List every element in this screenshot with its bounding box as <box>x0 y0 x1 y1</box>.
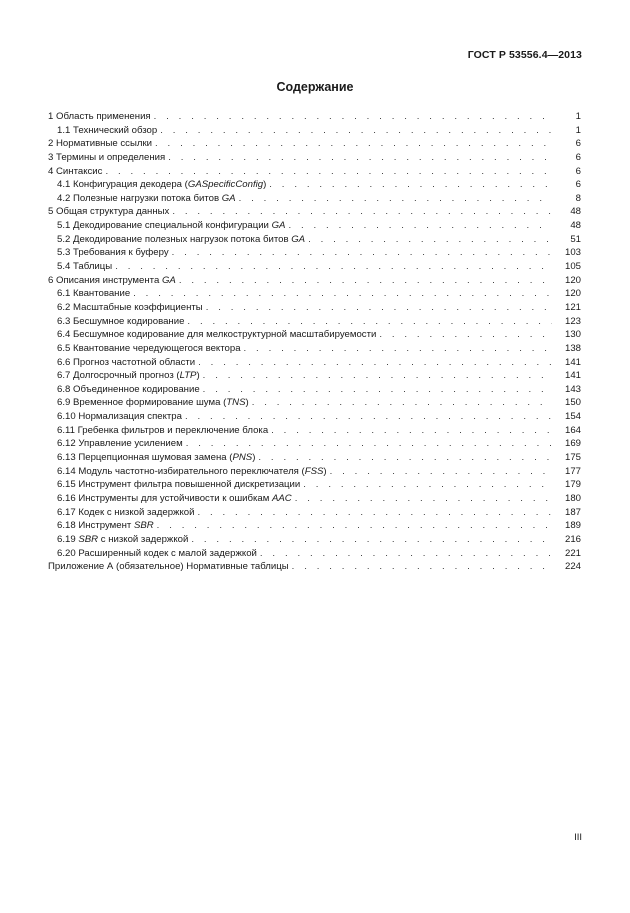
toc-entry-title-suffix: ) <box>252 452 256 464</box>
toc-entry-page: 51 <box>570 233 581 245</box>
toc-entry-title-text: 2 Нормативные ссылки <box>48 138 153 150</box>
toc-entry-title <box>57 178 266 192</box>
toc-entry-title-suffix: ) <box>196 370 200 382</box>
toc-entry-title <box>57 356 195 370</box>
toc-dot-leader <box>179 274 552 288</box>
toc-entry-page: 189 <box>564 520 581 532</box>
toc-entry-title-text: 6.15 Инструмент фильтра повышенной дискретизации <box>57 479 301 491</box>
toc-entry[interactable] <box>48 151 581 165</box>
toc-entry-title-suffix: ) <box>245 397 249 409</box>
toc-entry-title-text: 6.14 Модуль частотно-избирательного переключателя ( <box>57 465 305 477</box>
toc-entry-title <box>48 110 151 124</box>
toc-entry-title-text: 4.1 Конфигурация декодера ( <box>57 179 188 191</box>
toc-entry-title-text: 6.19 <box>57 533 79 545</box>
toc-entry-title-suffix: ) <box>263 179 267 191</box>
toc-entry[interactable] <box>48 437 581 451</box>
toc-entry-title-text: 6.4 Бесшумное кодирование для мелкоструктурной масштабируемости <box>57 329 377 341</box>
toc-entry-page: 6 <box>575 138 581 150</box>
toc-entry-title-italic: GASpecificConfig <box>187 179 264 191</box>
toc-entry[interactable] <box>48 383 581 397</box>
toc-dot-leader <box>308 233 552 247</box>
toc-dot-leader <box>203 383 552 397</box>
toc-entry-title-text: 4.2 Полезные нагрузки потока битов <box>57 192 222 204</box>
toc-dot-leader <box>172 205 552 219</box>
toc-entry-page: 141 <box>564 356 581 368</box>
toc-entry-title-text: 6.5 Квантование чередующегося вектора <box>57 342 241 354</box>
toc-entry-title <box>57 410 182 424</box>
toc-entry-title-text: 3 Термины и определения <box>48 151 166 163</box>
toc-entry-title-text: 1 Область применения <box>48 111 151 122</box>
toc-entry[interactable] <box>48 369 581 383</box>
toc-entry-page: 103 <box>564 247 581 259</box>
toc-entry-title <box>57 451 255 465</box>
toc-entry-title-suffix: с низкой задержкой <box>98 533 189 545</box>
toc-entry-page: 105 <box>564 261 581 273</box>
toc-entry-title-text: 6.10 Нормализация спектра <box>57 411 182 423</box>
toc-entry-page: 143 <box>564 383 581 395</box>
toc-entry[interactable] <box>48 219 581 233</box>
toc-entry-title <box>57 396 249 410</box>
toc-entry[interactable] <box>48 233 581 247</box>
toc-entry-title-text: 1.1 Технический обзор <box>57 124 158 136</box>
toc-entry-title <box>48 274 176 288</box>
toc-entry[interactable] <box>48 287 581 301</box>
toc-dot-leader <box>303 478 552 492</box>
document-header-standard: ГОСТ Р 53556.4—2013 <box>467 49 582 61</box>
toc-entry-title-text: 6.12 Управление усилением <box>57 438 183 450</box>
toc-entry-title <box>57 287 130 301</box>
toc-entry-page: 6 <box>575 151 581 163</box>
toc-entry[interactable] <box>48 110 581 124</box>
toc-dot-leader <box>206 301 552 315</box>
toc-entry-title-text: 6.6 Прогноз частотной области <box>57 356 196 368</box>
toc-entry-page: 48 <box>570 220 581 232</box>
toc-entry-title <box>57 519 154 533</box>
toc-entry[interactable] <box>48 192 581 206</box>
toc-entry-title <box>57 465 327 479</box>
toc-dot-leader <box>133 287 552 301</box>
toc-entry[interactable] <box>48 274 581 288</box>
toc-entry-page: 121 <box>564 301 581 313</box>
toc-entry-title-text: 5 Общая структура данных <box>48 206 170 218</box>
toc-entry[interactable] <box>48 137 581 151</box>
toc-entry-title <box>48 560 289 574</box>
toc-entry-title <box>57 124 157 138</box>
toc-entry-title <box>57 328 376 342</box>
toc-entry-title-text: 5.2 Декодирование полезных нагрузок потока битов <box>57 233 292 245</box>
toc-dot-leader <box>185 410 552 424</box>
toc-entry-title-text: 6.16 Инструменты для устойчивости к ошибкам <box>57 492 272 504</box>
toc-entry-title <box>57 342 241 356</box>
toc-entry-title <box>57 492 292 506</box>
toc-dot-leader <box>379 328 552 342</box>
table-of-contents <box>48 110 581 574</box>
toc-entry-title <box>57 246 169 260</box>
toc-dot-leader <box>295 492 552 506</box>
toc-entry-title-text: 6 Описания инструмента <box>48 274 162 286</box>
toc-dot-leader <box>244 342 552 356</box>
toc-entry-page: 180 <box>564 492 581 504</box>
toc-entry-title <box>57 301 203 315</box>
toc-dot-leader <box>160 124 552 138</box>
toc-entry-title-italic: LTP <box>179 370 197 382</box>
toc-entry-title-italic: SBR <box>78 533 99 545</box>
toc-dot-leader <box>154 110 552 124</box>
toc-entry-page: 169 <box>564 438 581 450</box>
toc-entry-title-text: 4 Синтаксис <box>48 165 103 177</box>
toc-entry-page: 164 <box>564 424 581 436</box>
toc-entry-title <box>48 151 165 165</box>
toc-entry-title-text: 6.11 Гребенка фильтров и переключение блока <box>57 424 269 436</box>
toc-entry[interactable] <box>48 246 581 260</box>
toc-entry[interactable] <box>48 560 581 574</box>
toc-entry-title-text: Приложение А (обязательное) Нормативные таблицы <box>48 561 289 573</box>
toc-entry-page: 6 <box>575 165 581 177</box>
toc-entry-page: 8 <box>575 192 581 204</box>
toc-entry-title-italic: FSS <box>304 465 324 477</box>
toc-entry[interactable] <box>48 465 581 479</box>
toc-entry-page: 141 <box>564 370 581 382</box>
toc-entry[interactable] <box>48 260 581 274</box>
toc-dot-leader <box>155 137 552 151</box>
toc-entry[interactable] <box>48 533 581 547</box>
toc-entry[interactable] <box>48 424 581 438</box>
toc-entry-title-text: 6.7 Долгосрочный прогноз ( <box>57 370 180 382</box>
toc-entry-page: 216 <box>564 533 581 545</box>
toc-entry-title-text: 6.13 Перцепционная шумовая замена ( <box>57 452 233 464</box>
toc-entry-page: 221 <box>564 547 581 559</box>
toc-entry-page: 154 <box>564 411 581 423</box>
toc-entry-title-text: 6.2 Масштабные коэффициенты <box>57 301 203 313</box>
toc-dot-leader <box>271 424 552 438</box>
toc-entry-title-italic: GA <box>271 220 286 232</box>
toc-entry-title-text: 5.1 Декодирование специальной конфигурации <box>57 220 272 232</box>
toc-entry[interactable] <box>48 410 581 424</box>
toc-entry-title-italic: PNS <box>232 452 253 464</box>
toc-entry-page: 48 <box>570 206 581 218</box>
toc-entry-title-text: 5.3 Требования к буферу <box>57 247 169 259</box>
toc-entry[interactable] <box>48 165 581 179</box>
toc-entry-title-text: 6.9 Временное формирование шума ( <box>57 397 227 409</box>
toc-dot-leader <box>187 315 552 329</box>
toc-dot-leader <box>157 519 552 533</box>
toc-entry-title <box>57 437 183 451</box>
toc-dot-leader <box>198 356 552 370</box>
toc-dot-leader <box>115 260 552 274</box>
toc-entry-title <box>57 547 257 561</box>
toc-entry-page: 177 <box>564 465 581 477</box>
toc-entry-title <box>48 165 102 179</box>
toc-entry-page: 123 <box>564 315 581 327</box>
toc-dot-leader <box>292 560 552 574</box>
toc-entry[interactable] <box>48 506 581 520</box>
toc-dot-leader <box>105 165 552 179</box>
toc-entry-page: 179 <box>564 479 581 491</box>
toc-dot-leader <box>258 451 552 465</box>
toc-entry-title <box>57 478 300 492</box>
toc-entry[interactable] <box>48 478 581 492</box>
page-title: Содержание <box>276 80 354 94</box>
toc-dot-leader <box>288 219 552 233</box>
toc-entry-title <box>57 506 194 520</box>
toc-entry-title-text: 6.18 Инструмент <box>57 520 134 532</box>
toc-entry[interactable] <box>48 396 581 410</box>
toc-entry-page: 1 <box>575 111 581 122</box>
page-number: III <box>574 832 582 843</box>
toc-entry-page: 120 <box>564 288 581 300</box>
toc-entry-title <box>57 192 236 206</box>
toc-entry-page: 150 <box>564 397 581 409</box>
toc-entry-page: 1 <box>575 124 581 136</box>
toc-dot-leader <box>197 506 552 520</box>
toc-entry-title-text: 6.8 Объединенное кодирование <box>57 383 200 395</box>
toc-dot-leader <box>203 369 552 383</box>
toc-entry-page: 6 <box>575 179 581 191</box>
toc-entry-title-text: 6.1 Квантование <box>57 288 131 300</box>
toc-entry-title <box>57 260 112 274</box>
toc-entry-page: 130 <box>564 329 581 341</box>
toc-dot-leader <box>252 396 552 410</box>
toc-entry-title <box>48 205 169 219</box>
toc-entry[interactable] <box>48 547 581 561</box>
toc-dot-leader <box>191 533 552 547</box>
toc-entry-title <box>57 219 285 233</box>
toc-entry-page: 175 <box>564 452 581 464</box>
toc-entry[interactable] <box>48 178 581 192</box>
toc-entry[interactable] <box>48 205 581 219</box>
toc-entry-title-text: 6.17 Кодек с низкой задержкой <box>57 506 195 518</box>
toc-dot-leader <box>330 465 552 479</box>
toc-entry-title-italic: SBR <box>133 520 154 532</box>
toc-entry-title-text: 5.4 Таблицы <box>57 261 113 273</box>
toc-entry[interactable] <box>48 301 581 315</box>
toc-entry[interactable] <box>48 315 581 329</box>
toc-dot-leader <box>186 437 552 451</box>
toc-entry-title <box>48 137 152 151</box>
toc-entry-title-italic: TNS <box>226 397 246 409</box>
toc-entry-title-italic: GA <box>161 274 176 286</box>
toc-entry-title-suffix: ) <box>323 465 327 477</box>
toc-entry-title <box>57 383 200 397</box>
toc-entry-title-text: 6.3 Бесшумное кодирование <box>57 315 185 327</box>
toc-entry-title-italic: GA <box>221 192 236 204</box>
toc-entry[interactable] <box>48 451 581 465</box>
toc-entry[interactable] <box>48 328 581 342</box>
toc-entry-title <box>57 533 188 547</box>
toc-entry[interactable] <box>48 124 581 138</box>
toc-entry-title <box>57 424 268 438</box>
toc-entry-title-italic: GA <box>291 233 306 245</box>
toc-entry-page: 224 <box>564 561 581 573</box>
toc-entry-page: 138 <box>564 342 581 354</box>
toc-entry-title <box>57 369 200 383</box>
toc-entry[interactable] <box>48 342 581 356</box>
toc-entry-title <box>57 233 305 247</box>
toc-entry[interactable] <box>48 356 581 370</box>
toc-dot-leader <box>172 246 552 260</box>
toc-entry-page: 187 <box>564 506 581 518</box>
toc-dot-leader <box>260 547 552 561</box>
toc-dot-leader <box>269 178 552 192</box>
toc-entry-page: 120 <box>564 274 581 286</box>
toc-entry-title <box>57 315 184 329</box>
toc-entry[interactable] <box>48 519 581 533</box>
toc-entry-title-italic: AAC <box>272 492 292 504</box>
toc-entry[interactable] <box>48 492 581 506</box>
toc-dot-leader <box>239 192 552 206</box>
toc-dot-leader <box>168 151 552 165</box>
toc-entry-title-text: 6.20 Расширенный кодек с малой задержкой <box>57 547 257 559</box>
